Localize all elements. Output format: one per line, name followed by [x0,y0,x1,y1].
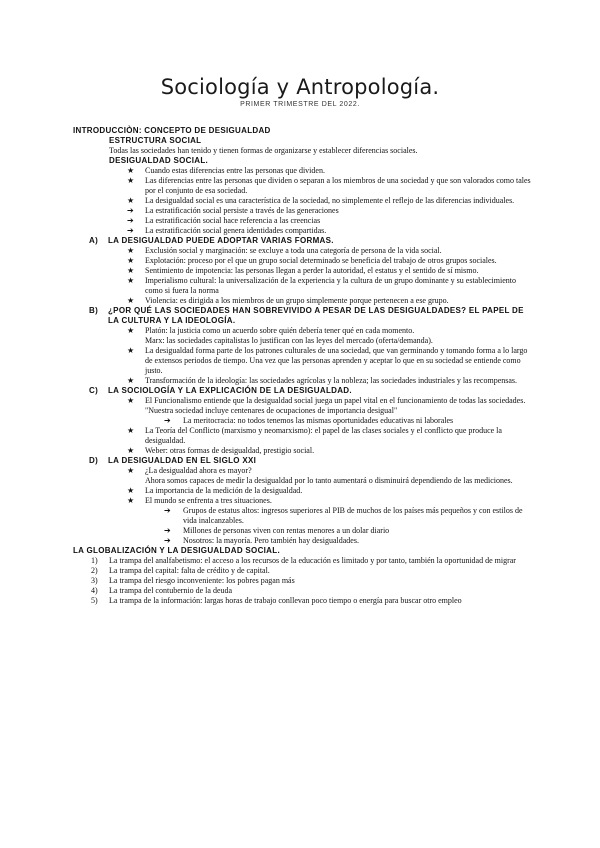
star-icon: ★ [127,486,135,495]
star-icon: ★ [127,446,135,455]
list-item: ➔ La estratificación social genera identidades compartidas. [127,226,327,235]
arrow-icon: ➔ [164,536,171,545]
estructura-text: Todas las sociedades han tenido y tienen formas de organizarse y establecer diferencias sociales. [109,146,418,155]
list-item: 3) La trampa del riesgo inconveniente: los pobres pagan más [91,576,295,585]
list-subitem: ➔ Grupos de estatus altos: ingresos superiores al PIB de muchos de los países más pequeños y con estilos de vida inalcanzables. [164,506,523,525]
list-item: ★ La desigualdad forma parte de los patrones culturales de una sociedad, que van germinando y tomando forma a lo largo de extensos periodos de tiempo. Una vez que las personas aprenden y aceptar lo que en su sociedad se entiende como justo. [127,346,528,375]
star-icon: ★ [127,346,135,355]
list-item: ★ Las diferencias entre las personas que dividen o separan a los miembros de una sociedad y que son valorados como tales por el conjunto de esa sociedad. [127,176,531,195]
star-icon: ★ [127,196,135,205]
document-subtitle: PRIMER TRIMESTRE DEL 2022. [240,101,360,108]
globalizacion-heading: LA GLOBALIZACIÓN Y LA DESIGUALDAD SOCIAL. [73,546,280,555]
star-icon: ★ [127,276,135,285]
star-icon: ★ [127,166,135,175]
intro-heading: INTRODUCCIÒN: CONCEPTO DE DESIGUALDAD [73,126,271,135]
list-item: ★ El mundo se enfrenta a tres situaciones. [127,496,272,505]
arrow-icon: ➔ [127,206,134,215]
list-subitem: ➔ Millones de personas viven con rentas menores a un dolar diario [164,526,390,535]
list-item: 5) La trampa de la información: largas horas de trabajo conllevan poco tiempo o energía para buscar otro empleo [91,596,462,605]
arrow-icon: ➔ [164,526,171,535]
star-icon: ★ [127,296,135,305]
list-subitem: ➔ Nosotros: la mayoría. Pero también hay desigualdades. [164,536,359,545]
list-item: ★ Explotación: proceso por el que un grupo social determinado se beneficia del trabajo de otros grupos sociales. [127,256,497,265]
desigualdad-heading: DESIGUALDAD SOCIAL. [109,156,209,165]
star-icon: ★ [127,376,135,385]
list-item: ★ La Teoría del Conflicto (marxismo y neomarxismo): el papel de las clases sociales y el conflicto que produce la desigualdad. [127,426,502,445]
list-item: ★ Exclusión social y marginación: se excluye a toda una categoría de persona de la vida social. [127,246,442,255]
arrow-icon: ➔ [164,416,171,425]
arrow-icon: ➔ [127,216,134,225]
arrow-icon: ➔ [127,226,134,235]
list-subitem: ➔ La meritocracia: no todos tenemos las mismas oportunidades educativas ni laborales [164,416,454,425]
star-icon: ★ [127,256,135,265]
list-item: ★ Violencia: es dirigida a los miembros de un grupo simplemente porque pertenecen a ese grupo. [127,296,449,305]
section-c-heading: C) LA SOCIOLOGÍA Y LA EXPLICACIÓN DE LA DESIGUALDAD. [89,386,352,395]
list-item: 1) La trampa del analfabetismo: el acceso a los recursos de la educación es limitado y por tanto, también la oportunidad de migrar [91,556,516,565]
list-item: 4) La trampa del contubernio de la deuda [91,586,233,595]
estructura-heading: ESTRUCTURA SOCIAL [109,136,202,145]
star-icon: ★ [127,326,135,335]
section-d-heading: D) LA DESIGUALDAD EN EL SIGLO XXI [89,456,257,465]
list-item: ★ El Funcionalismo entiende que la desigualdad social juega un papel vital en el funcionamiento de todas las sociedades. "Nuestra sociedad incluye centenares de ocupaciones de importancia desigual" [127,396,526,415]
list-item: ★ La importancia de la medición de la desigualdad. [127,486,303,495]
document-title: Sociología y Antropología. [160,75,440,99]
list-item: ★ ¿La desigualdad ahora es mayor? Ahora somos capaces de medir la desigualdad por lo tanto aumentará o disminuirá dependiendo de las mediciones. [127,466,513,485]
list-item: 2) La trampa del capital: falta de crédito y de capital. [91,566,270,575]
list-item: ★ Platón: la justicia como un acuerdo sobre quién debería tener qué en cada momento. Marx: las sociedades capitalistas lo justifican con las leyes del mercado (oferta/demanda). [127,326,433,345]
section-b-heading: B) ¿POR QUÉ LAS SOCIEDADES HAN SOBREVIVIDO A PESAR DE LAS DESIGUALDADES? EL PAPEL DE LA CULTURA Y LA IDEOLOGÍA. [89,306,524,325]
list-item: ★ La desigualdad social es una característica de la sociedad, no simplemente el reflejo de las diferencias individuales. [127,196,515,205]
star-icon: ★ [127,466,135,475]
list-item: ★ Weber: otras formas de desigualdad, prestigio social. [127,446,315,455]
list-item: ➔ La estratificación social hace referencia a las creencias [127,216,321,225]
arrow-icon: ➔ [164,506,171,515]
list-item: ★ Imperialismo cultural: la universalización de la experiencia y la cultura de un grupo dominante y su establecimiento como si fuera la norma [127,276,516,295]
star-icon: ★ [127,266,135,275]
list-item: ★ Cuando estas diferencias entre las personas que dividen. [127,166,325,175]
document-body [0,126,600,606]
star-icon: ★ [127,176,135,185]
list-item: ★ Sentimiento de impotencia: las personas llegan a perder la autoridad, el estatus y el sentido de sí mismo. [127,266,479,275]
list-item: ➔ La estratificación social persiste a través de las generaciones [127,206,339,215]
star-icon: ★ [127,246,135,255]
star-icon: ★ [127,426,135,435]
star-icon: ★ [127,396,135,405]
star-icon: ★ [127,496,135,505]
section-a-heading: A) LA DESIGUALDAD PUEDE ADOPTAR VARIAS FORMAS. [89,236,334,245]
list-item: ★ Transformación de la ideología: las sociedades agrícolas y la nobleza; las sociedades industriales y las recompensas. [127,376,518,385]
